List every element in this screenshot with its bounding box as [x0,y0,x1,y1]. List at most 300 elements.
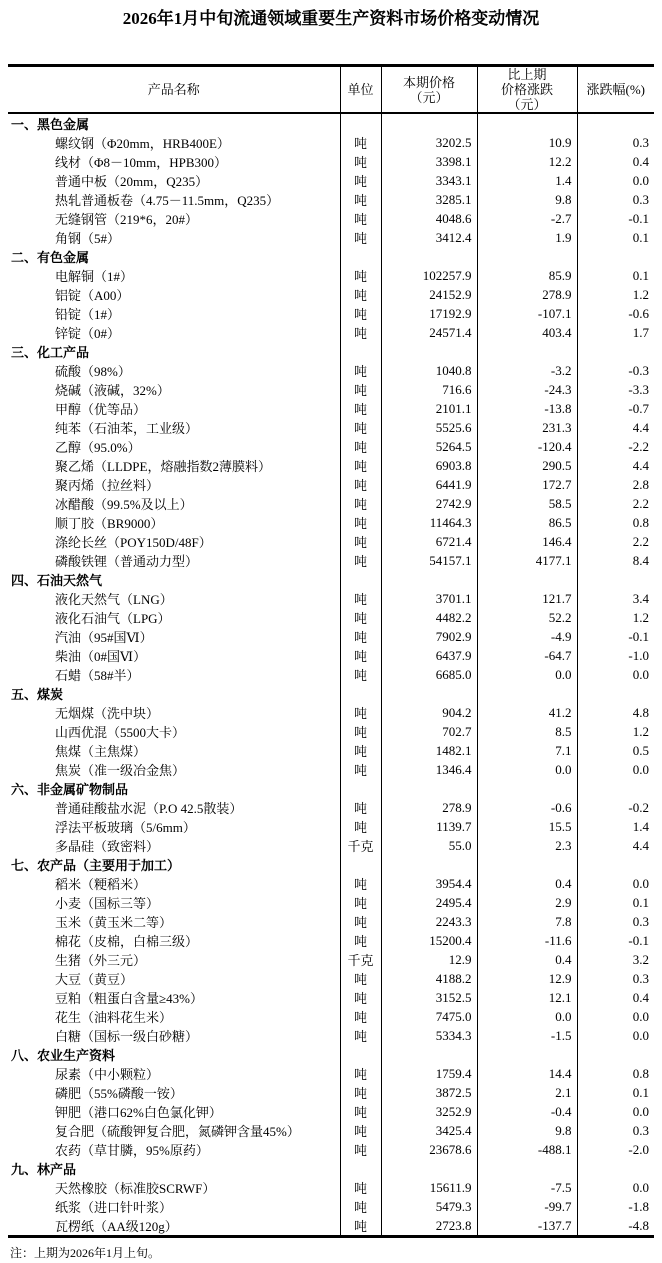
product-name-cell: 玉米（黄玉米二等） [55,915,173,930]
empty-cell [340,570,381,589]
empty-cell [340,113,381,133]
unit-cell: 吨 [340,722,381,741]
unit-cell: 吨 [340,912,381,931]
table-row [8,418,654,437]
current-price-cell: 5525.6 [381,418,477,437]
pct-change-cell: 0.0 [577,1178,654,1197]
current-price-cell: 102257.9 [381,266,477,285]
unit-cell: 吨 [340,209,381,228]
col-header-pct: 涨跌幅(%) [577,66,654,114]
current-price-cell: 3152.5 [381,988,477,1007]
product-name-cell: 农药（草甘膦，95%原药） [55,1143,209,1158]
product-name-cell: 螺纹钢（Φ20mm，HRB400E） [55,136,230,151]
pct-change-cell: -0.1 [577,209,654,228]
price-change-cell: -488.1 [477,1140,577,1159]
current-price-cell: 2243.3 [381,912,477,931]
pct-change-cell: 0.5 [577,741,654,760]
product-name-cell: 钾肥（港口62%白色氯化钾） [55,1105,222,1120]
table-row [8,1197,654,1216]
table-row [8,798,654,817]
current-price-cell: 3285.1 [381,190,477,209]
empty-cell [381,570,477,589]
table-row [8,589,654,608]
table-row [8,912,654,931]
current-price-cell: 3343.1 [381,171,477,190]
table-row [8,703,654,722]
section-label: 八、农业生产资料 [11,1048,116,1063]
product-name-cell: 冰醋酸（99.5%及以上） [55,497,193,512]
current-price-cell: 24571.4 [381,323,477,342]
unit-cell: 吨 [340,1102,381,1121]
pct-change-cell: 0.1 [577,228,654,247]
current-price-cell: 4188.2 [381,969,477,988]
pct-change-cell: 0.0 [577,1102,654,1121]
unit-cell: 吨 [340,969,381,988]
pct-change-cell: 2.8 [577,475,654,494]
empty-cell [477,684,577,703]
unit-cell: 吨 [340,494,381,513]
col-header-change-line2: 价格涨跌 [500,82,553,97]
product-name-cell: 聚乙烯（LLDPE，熔融指数2薄膜料） [55,459,271,474]
product-name-cell: 尿素（中小颗粒） [55,1067,160,1082]
price-change-cell: 231.3 [477,418,577,437]
unit-cell: 吨 [340,171,381,190]
unit-cell: 千克 [340,950,381,969]
empty-cell [381,1159,477,1178]
product-name-cell: 生猪（外三元） [55,953,147,968]
table-row [8,209,654,228]
product-name-cell: 甲醇（优等品） [55,402,147,417]
current-price-cell: 2495.4 [381,893,477,912]
table-row [8,228,654,247]
price-change-cell: 2.1 [477,1083,577,1102]
pct-change-cell: -1.8 [577,1197,654,1216]
empty-cell [577,684,654,703]
current-price-cell: 1040.8 [381,361,477,380]
section-row [8,855,654,874]
product-name-cell: 山西优混（5500大卡） [55,725,186,740]
empty-cell [340,247,381,266]
table-row [8,817,654,836]
table-row [8,437,654,456]
unit-cell: 吨 [340,475,381,494]
current-price-cell: 11464.3 [381,513,477,532]
unit-cell: 吨 [340,304,381,323]
pct-change-cell: 0.0 [577,760,654,779]
unit-cell: 吨 [340,665,381,684]
product-name-cell: 白糖（国标一级白砂糖） [55,1029,199,1044]
price-change-cell: 9.8 [477,190,577,209]
pct-change-cell: 3.2 [577,950,654,969]
current-price-cell: 6437.9 [381,646,477,665]
table-row [8,1216,654,1237]
current-price-cell: 3412.4 [381,228,477,247]
price-change-cell: -7.5 [477,1178,577,1197]
product-name-cell: 无烟煤（洗中块） [55,706,160,721]
product-name-cell: 聚丙烯（拉丝料） [55,478,160,493]
table-row [8,266,654,285]
table-row [8,380,654,399]
price-change-cell: 1.4 [477,171,577,190]
pct-change-cell: 0.0 [577,1007,654,1026]
product-name-cell: 天然橡胶（标准胶SCRWF） [55,1181,216,1196]
current-price-cell: 5479.3 [381,1197,477,1216]
current-price-cell: 3252.9 [381,1102,477,1121]
price-change-cell: -4.9 [477,627,577,646]
empty-cell [381,1045,477,1064]
table-row [8,874,654,893]
price-change-cell: 12.1 [477,988,577,1007]
current-price-cell: 5264.5 [381,437,477,456]
table-row [8,722,654,741]
unit-cell: 吨 [340,513,381,532]
section-label: 四、石油天然气 [11,573,103,588]
price-change-cell: 41.2 [477,703,577,722]
unit-cell: 吨 [340,228,381,247]
unit-cell: 吨 [340,1178,381,1197]
footnote: 注：上期为2026年1月上旬。 [10,1246,161,1260]
table-wrapper [8,64,654,1238]
section-row [8,779,654,798]
price-change-cell: 0.4 [477,874,577,893]
table-row [8,1178,654,1197]
col-header-price-line2: （元） [409,89,449,105]
table-row [8,475,654,494]
table-row [8,608,654,627]
table-row [8,304,654,323]
table-row [8,456,654,475]
price-change-cell: 85.9 [477,266,577,285]
table-row [8,133,654,152]
empty-cell [577,855,654,874]
table-row [8,1140,654,1159]
section-row [8,342,654,361]
price-change-cell: -0.6 [477,798,577,817]
table-row [8,988,654,1007]
unit-cell: 吨 [340,931,381,950]
unit-cell: 吨 [340,456,381,475]
product-name-cell: 瓦楞纸（AA级120g） [55,1219,178,1234]
unit-cell: 吨 [340,1083,381,1102]
col-header-price [381,66,477,114]
pct-change-cell: 0.0 [577,171,654,190]
section-label: 二、有色金属 [11,250,90,265]
table-row [8,969,654,988]
price-change-cell: -99.7 [477,1197,577,1216]
empty-cell [577,1045,654,1064]
unit-cell: 吨 [340,627,381,646]
current-price-cell: 4482.2 [381,608,477,627]
price-change-cell: 8.5 [477,722,577,741]
empty-cell [340,1045,381,1064]
product-name-cell: 涤纶长丝（POY150D/48F） [55,535,212,550]
current-price-cell: 1346.4 [381,760,477,779]
pct-change-cell: 2.2 [577,532,654,551]
table-row [8,1121,654,1140]
unit-cell: 吨 [340,152,381,171]
current-price-cell: 4048.6 [381,209,477,228]
product-name-cell: 铝锭（A00） [55,288,130,303]
pct-change-cell: 8.4 [577,551,654,570]
product-name-cell: 锌锭（0#） [55,326,121,341]
unit-cell: 吨 [340,988,381,1007]
unit-cell: 吨 [340,1216,381,1237]
price-change-cell: 15.5 [477,817,577,836]
unit-cell: 吨 [340,1140,381,1159]
section-label: 五、煤炭 [11,687,64,702]
unit-cell: 吨 [340,361,381,380]
price-change-cell: 2.9 [477,893,577,912]
empty-cell [340,1159,381,1178]
table-row [8,1083,654,1102]
empty-cell [381,684,477,703]
product-name-cell: 复合肥（硫酸钾复合肥，氮磷钾含量45%） [55,1124,300,1139]
unit-cell: 吨 [340,608,381,627]
product-name-cell: 多晶硅（致密料） [55,839,160,854]
current-price-cell: 6721.4 [381,532,477,551]
section-row [8,247,654,266]
product-name-cell: 豆粕（粗蛋白含量≥43%） [55,991,203,1006]
product-name-cell: 磷酸铁锂（普通动力型） [55,554,199,569]
table-row [8,1064,654,1083]
table-row [8,627,654,646]
pct-change-cell: 0.1 [577,1083,654,1102]
product-name-cell: 稻米（粳稻米） [55,877,147,892]
empty-cell [477,1159,577,1178]
table-row [8,399,654,418]
empty-cell [381,855,477,874]
current-price-cell: 24152.9 [381,285,477,304]
price-change-cell: 0.4 [477,950,577,969]
section-row [8,113,654,133]
table-row [8,513,654,532]
price-change-cell: 1.9 [477,228,577,247]
unit-cell: 吨 [340,551,381,570]
col-header-price-line1: 本期价格 [402,74,455,90]
product-name-cell: 汽油（95#国Ⅵ） [55,630,153,645]
unit-cell: 吨 [340,741,381,760]
product-name-cell: 乙醇（95.0%） [55,440,141,455]
price-change-cell: -64.7 [477,646,577,665]
unit-cell: 吨 [340,437,381,456]
col-header-change-line1: 比上期 [507,67,547,82]
table-row [8,494,654,513]
product-name-cell: 热轧普通板卷（4.75－11.5mm，Q235） [55,193,280,208]
price-change-cell: 12.2 [477,152,577,171]
price-change-cell: 14.4 [477,1064,577,1083]
price-change-cell: -11.6 [477,931,577,950]
current-price-cell: 2742.9 [381,494,477,513]
unit-cell: 吨 [340,817,381,836]
empty-cell [340,342,381,361]
price-change-cell: -137.7 [477,1216,577,1237]
price-change-cell: -2.7 [477,209,577,228]
unit-cell: 吨 [340,532,381,551]
pct-change-cell: 3.4 [577,589,654,608]
current-price-cell: 15611.9 [381,1178,477,1197]
price-change-cell: 12.9 [477,969,577,988]
unit-cell: 吨 [340,1121,381,1140]
section-row [8,684,654,703]
pct-change-cell: -0.6 [577,304,654,323]
empty-cell [340,855,381,874]
pct-change-cell: 0.3 [577,969,654,988]
empty-cell [477,570,577,589]
price-change-cell: -0.4 [477,1102,577,1121]
empty-cell [381,247,477,266]
pct-change-cell: 0.4 [577,152,654,171]
product-name-cell: 棉花（皮棉，白棉三级） [55,934,199,949]
unit-cell: 吨 [340,399,381,418]
unit-cell: 吨 [340,703,381,722]
current-price-cell: 3954.4 [381,874,477,893]
pct-change-cell: 2.2 [577,494,654,513]
pct-change-cell: 0.4 [577,988,654,1007]
empty-cell [477,247,577,266]
product-name-cell: 烧碱（液碱，32%） [55,383,170,398]
pct-change-cell: 4.4 [577,418,654,437]
table-row [8,323,654,342]
price-change-cell: -120.4 [477,437,577,456]
pct-change-cell: -0.3 [577,361,654,380]
table-row [8,1007,654,1026]
table-row [8,152,654,171]
empty-cell [381,342,477,361]
empty-cell [577,113,654,133]
current-price-cell: 6685.0 [381,665,477,684]
current-price-cell: 3425.4 [381,1121,477,1140]
pct-change-cell: 0.3 [577,1121,654,1140]
table-row [8,190,654,209]
unit-cell: 吨 [340,323,381,342]
pct-change-cell: -0.2 [577,798,654,817]
unit-cell: 吨 [340,874,381,893]
empty-cell [381,113,477,133]
pct-change-cell: -1.0 [577,646,654,665]
empty-cell [577,570,654,589]
current-price-cell: 3202.5 [381,133,477,152]
product-name-cell: 液化天然气（LNG） [55,592,173,607]
pct-change-cell: 1.4 [577,817,654,836]
price-change-cell: 0.0 [477,760,577,779]
product-name-cell: 焦炭（准一级冶金焦） [55,763,186,778]
product-name-cell: 浮法平板玻璃（5/6mm） [55,820,196,835]
table-row [8,665,654,684]
table-row [8,532,654,551]
table-row [8,171,654,190]
unit-cell: 吨 [340,1064,381,1083]
price-change-cell: 2.3 [477,836,577,855]
current-price-cell: 278.9 [381,798,477,817]
section-row [8,570,654,589]
current-price-cell: 1482.1 [381,741,477,760]
pct-change-cell: 0.0 [577,1026,654,1045]
current-price-cell: 5334.3 [381,1026,477,1045]
pct-change-cell: 1.7 [577,323,654,342]
product-name-cell: 角钢（5#） [55,231,121,246]
price-change-cell: 4177.1 [477,551,577,570]
unit-cell: 吨 [340,266,381,285]
unit-cell: 吨 [340,760,381,779]
product-name-cell: 小麦（国标三等） [55,896,160,911]
price-change-cell: 7.8 [477,912,577,931]
current-price-cell: 55.0 [381,836,477,855]
current-price-cell: 1759.4 [381,1064,477,1083]
current-price-cell: 3701.1 [381,589,477,608]
empty-cell [477,342,577,361]
price-change-cell: 290.5 [477,456,577,475]
current-price-cell: 23678.6 [381,1140,477,1159]
current-price-cell: 12.9 [381,950,477,969]
table-row [8,931,654,950]
pct-change-cell: 0.0 [577,665,654,684]
current-price-cell: 3872.5 [381,1083,477,1102]
current-price-cell: 7475.0 [381,1007,477,1026]
price-change-cell: 10.9 [477,133,577,152]
table-body [8,113,654,1237]
product-name-cell: 普通硅酸盐水泥（P.O 42.5散装） [55,801,243,816]
empty-cell [381,779,477,798]
product-name-cell: 无缝钢管（219*6，20#） [55,212,199,227]
section-row [8,1045,654,1064]
current-price-cell: 3398.1 [381,152,477,171]
pct-change-cell: 0.3 [577,912,654,931]
pct-change-cell: 0.0 [577,874,654,893]
unit-cell: 吨 [340,798,381,817]
header-row [8,66,654,114]
product-name-cell: 花生（油料花生米） [55,1010,173,1025]
product-name-cell: 顺丁胶（BR9000） [55,516,164,531]
unit-cell: 千克 [340,836,381,855]
empty-cell [477,113,577,133]
price-change-cell: -24.3 [477,380,577,399]
pct-change-cell: -0.7 [577,399,654,418]
pct-change-cell: 0.8 [577,513,654,532]
price-change-cell: 278.9 [477,285,577,304]
price-change-cell: 52.2 [477,608,577,627]
section-label: 六、非金属矿物制品 [11,782,129,797]
price-change-cell: 172.7 [477,475,577,494]
price-change-cell: 0.0 [477,665,577,684]
table-row [8,893,654,912]
current-price-cell: 6903.8 [381,456,477,475]
empty-cell [577,342,654,361]
unit-cell: 吨 [340,893,381,912]
empty-cell [477,779,577,798]
current-price-cell: 15200.4 [381,931,477,950]
section-label: 一、黑色金属 [11,117,90,132]
price-table [8,64,654,1238]
current-price-cell: 7902.9 [381,627,477,646]
unit-cell: 吨 [340,1007,381,1026]
current-price-cell: 2101.1 [381,399,477,418]
pct-change-cell: 4.4 [577,456,654,475]
unit-cell: 吨 [340,285,381,304]
pct-change-cell: 4.4 [577,836,654,855]
price-change-cell: 86.5 [477,513,577,532]
current-price-cell: 702.7 [381,722,477,741]
unit-cell: 吨 [340,646,381,665]
unit-cell: 吨 [340,418,381,437]
product-name-cell: 柴油（0#国Ⅵ） [55,649,147,664]
table-row [8,361,654,380]
table-row [8,285,654,304]
pct-change-cell: -0.1 [577,627,654,646]
pct-change-cell: 0.3 [577,190,654,209]
price-change-cell: 403.4 [477,323,577,342]
price-change-cell: 7.1 [477,741,577,760]
pct-change-cell: -2.2 [577,437,654,456]
